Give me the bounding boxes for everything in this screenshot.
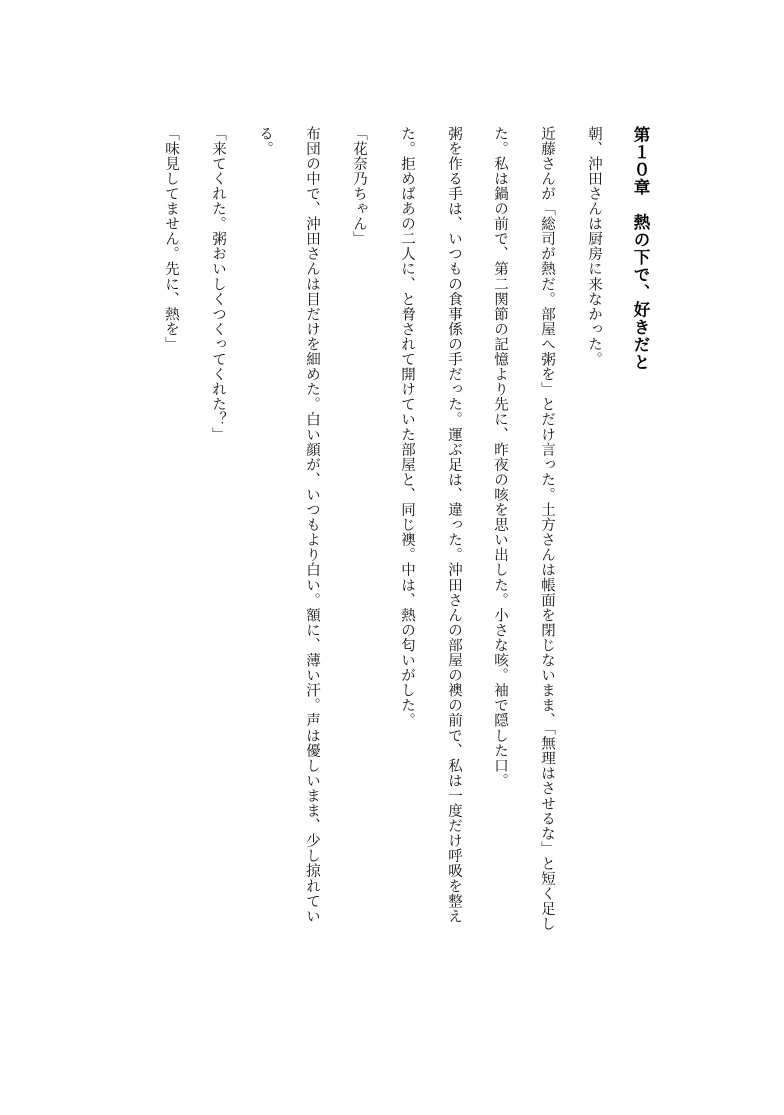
text-line-7: 布団の中で、沖田さんは目だけを細めた。白い顔が、いつもより白い。額に、薄い汗。声は優しいまま、少し掠れてい: [304, 126, 320, 924]
text-line-3: た。私は鍋の前で、第二関節の記憶より先に、昨夜の咳を思い出した。小さな咳。袖で隠した口。: [492, 126, 508, 789]
text-line-9: 「来てくれた。粥おいしくつくってくれた？」: [210, 126, 226, 443]
text-line-10: 「味見してません。先に、熱を」: [163, 126, 179, 352]
text-line-4: 粥を作る手は、いつもの食事係の手だった。運ぶ足は、違った。沖田さんの部屋の襖の前で、私は一度だけ呼吸を整え: [446, 126, 462, 924]
text-line-1: 朝、沖田さんは厨房に来なかった。: [586, 126, 602, 367]
chapter-title: 第１０章 熱の下で、好きだと: [631, 126, 650, 371]
text-line-2: 近藤さんが「総司が熱だ。部屋へ粥を」とだけ言った。土方さんは帳面を閉じないまま、「無理はさせるな」と短く足し: [539, 126, 555, 932]
text-line-8: る。: [257, 126, 273, 157]
text-line-6: 「花奈乃ちゃん」: [351, 126, 367, 247]
text-line-5: た。拒めばあの二人に、と脅されて開けていた部屋と、同じ襖。中は、熱の匂いがした。: [399, 126, 415, 728]
